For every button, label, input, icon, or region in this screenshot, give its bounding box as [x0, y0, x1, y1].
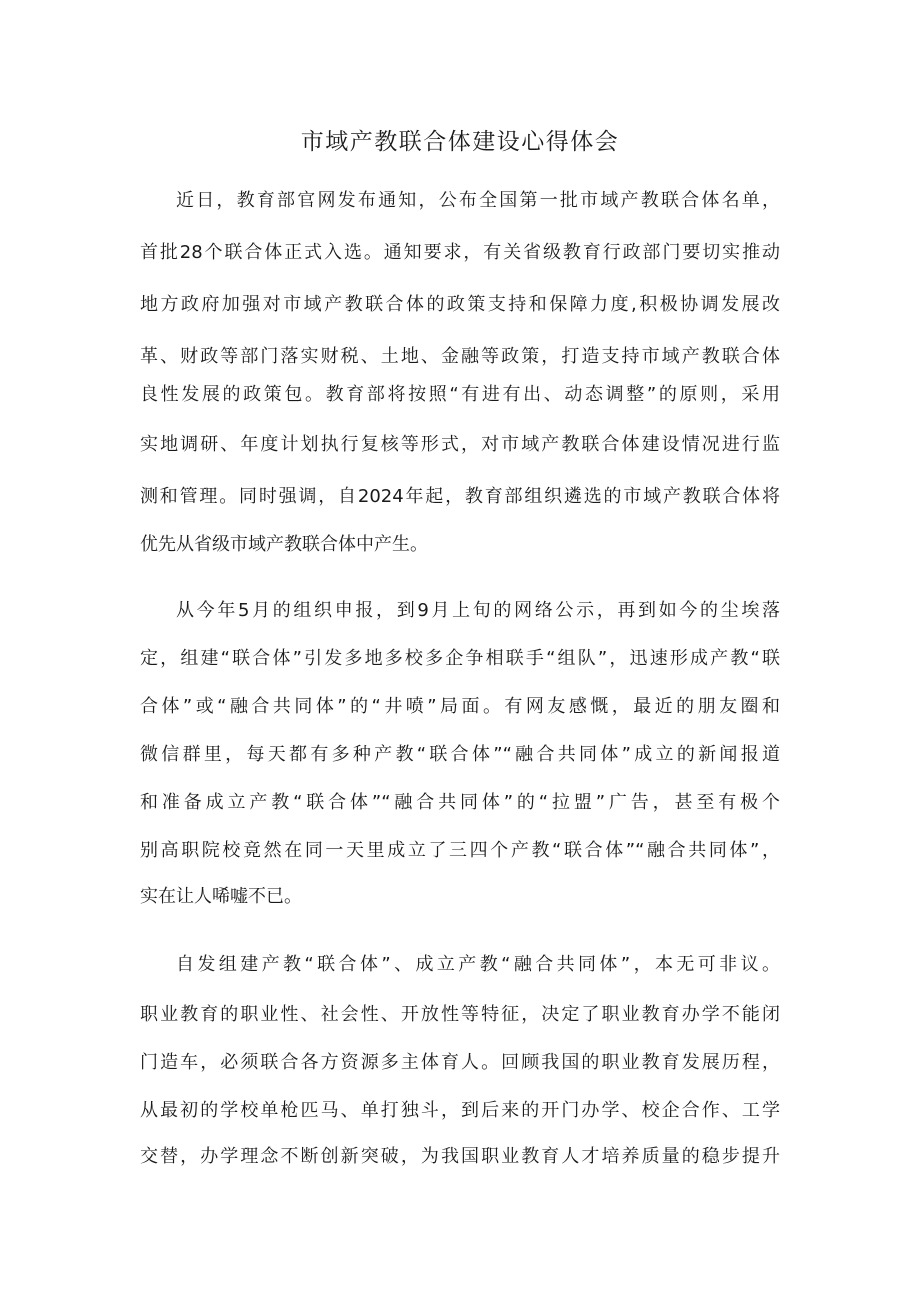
paragraph-3-line-5: 交替，办学理念不断创新突破，为我国职业教育人才培养质量的稳步提升 [140, 1146, 780, 1167]
paragraph-3-line-3: 门造车，必须联合各方资源多主体育人。回顾我国的职业教育发展历程， [140, 1052, 780, 1073]
paragraph-2-line-5: 和准备成立产教“联合体”“融合共同体”的“拉盟”广告，甚至有极个 [140, 792, 780, 813]
paragraph-3-line-1: 自发组建产教“联合体”、成立产教“融合共同体”，本无可非议。 [176, 954, 780, 975]
paragraph-2-line-2: 定，组建“联合体”引发多地多校多企争相联手“组队”，迅速形成产教“联 [140, 648, 780, 669]
paragraph-1-line-6: 实地调研、年度计划执行复核等形式，对市域产教联合体建设情况进行监 [140, 434, 780, 455]
paragraph-1-line-7: 测和管理。同时强调，自2024年起，教育部组织遴选的市域产教联合体将 [140, 486, 780, 507]
paragraph-3-line-4: 从最初的学校单枪匹马、单打独斗，到后来的开门办学、校企合作、工学 [140, 1100, 780, 1121]
paragraph-1-line-3: 地方政府加强对市域产教联合体的政策支持和保障力度,积极协调发展改 [140, 294, 780, 315]
paragraph-1-line-1: 近日，教育部官网发布通知，公布全国第一批市域产教联合体名单， [176, 190, 780, 211]
paragraph-1-line-8: 优先从省级市域产教联合体中产生。 [140, 534, 428, 555]
paragraph-1-line-4: 革、财政等部门落实财税、土地、金融等政策，打造支持市域产教联合体 [140, 346, 780, 367]
paragraph-1-line-2: 首批28个联合体正式入选。通知要求，有关省级教育行政部门要切实推动 [140, 242, 780, 263]
paragraph-2-line-4: 微信群里，每天都有多种产教“联合体”“融合共同体”成立的新闻报道 [140, 744, 780, 765]
paragraph-2-line-7: 实在让人唏嘘不已。 [140, 886, 302, 907]
paragraph-3-line-2: 职业教育的职业性、社会性、开放性等特征，决定了职业教育办学不能闭 [140, 1004, 780, 1025]
paragraph-2-line-6: 别高职院校竟然在同一天里成立了三四个产教“联合体”“融合共同体”， [140, 840, 780, 861]
document-title: 市域产教联合体建设心得体会 [300, 129, 620, 155]
paragraph-2-line-3: 合体”或“融合共同体”的“井喷”局面。有网友感慨，最近的朋友圈和 [140, 696, 780, 717]
paragraph-2-line-1: 从今年5月的组织申报，到9月上旬的网络公示，再到如今的尘埃落 [176, 600, 780, 621]
paragraph-1-line-5: 良性发展的政策包。教育部将按照“有进有出、动态调整”的原则，采用 [140, 384, 780, 405]
